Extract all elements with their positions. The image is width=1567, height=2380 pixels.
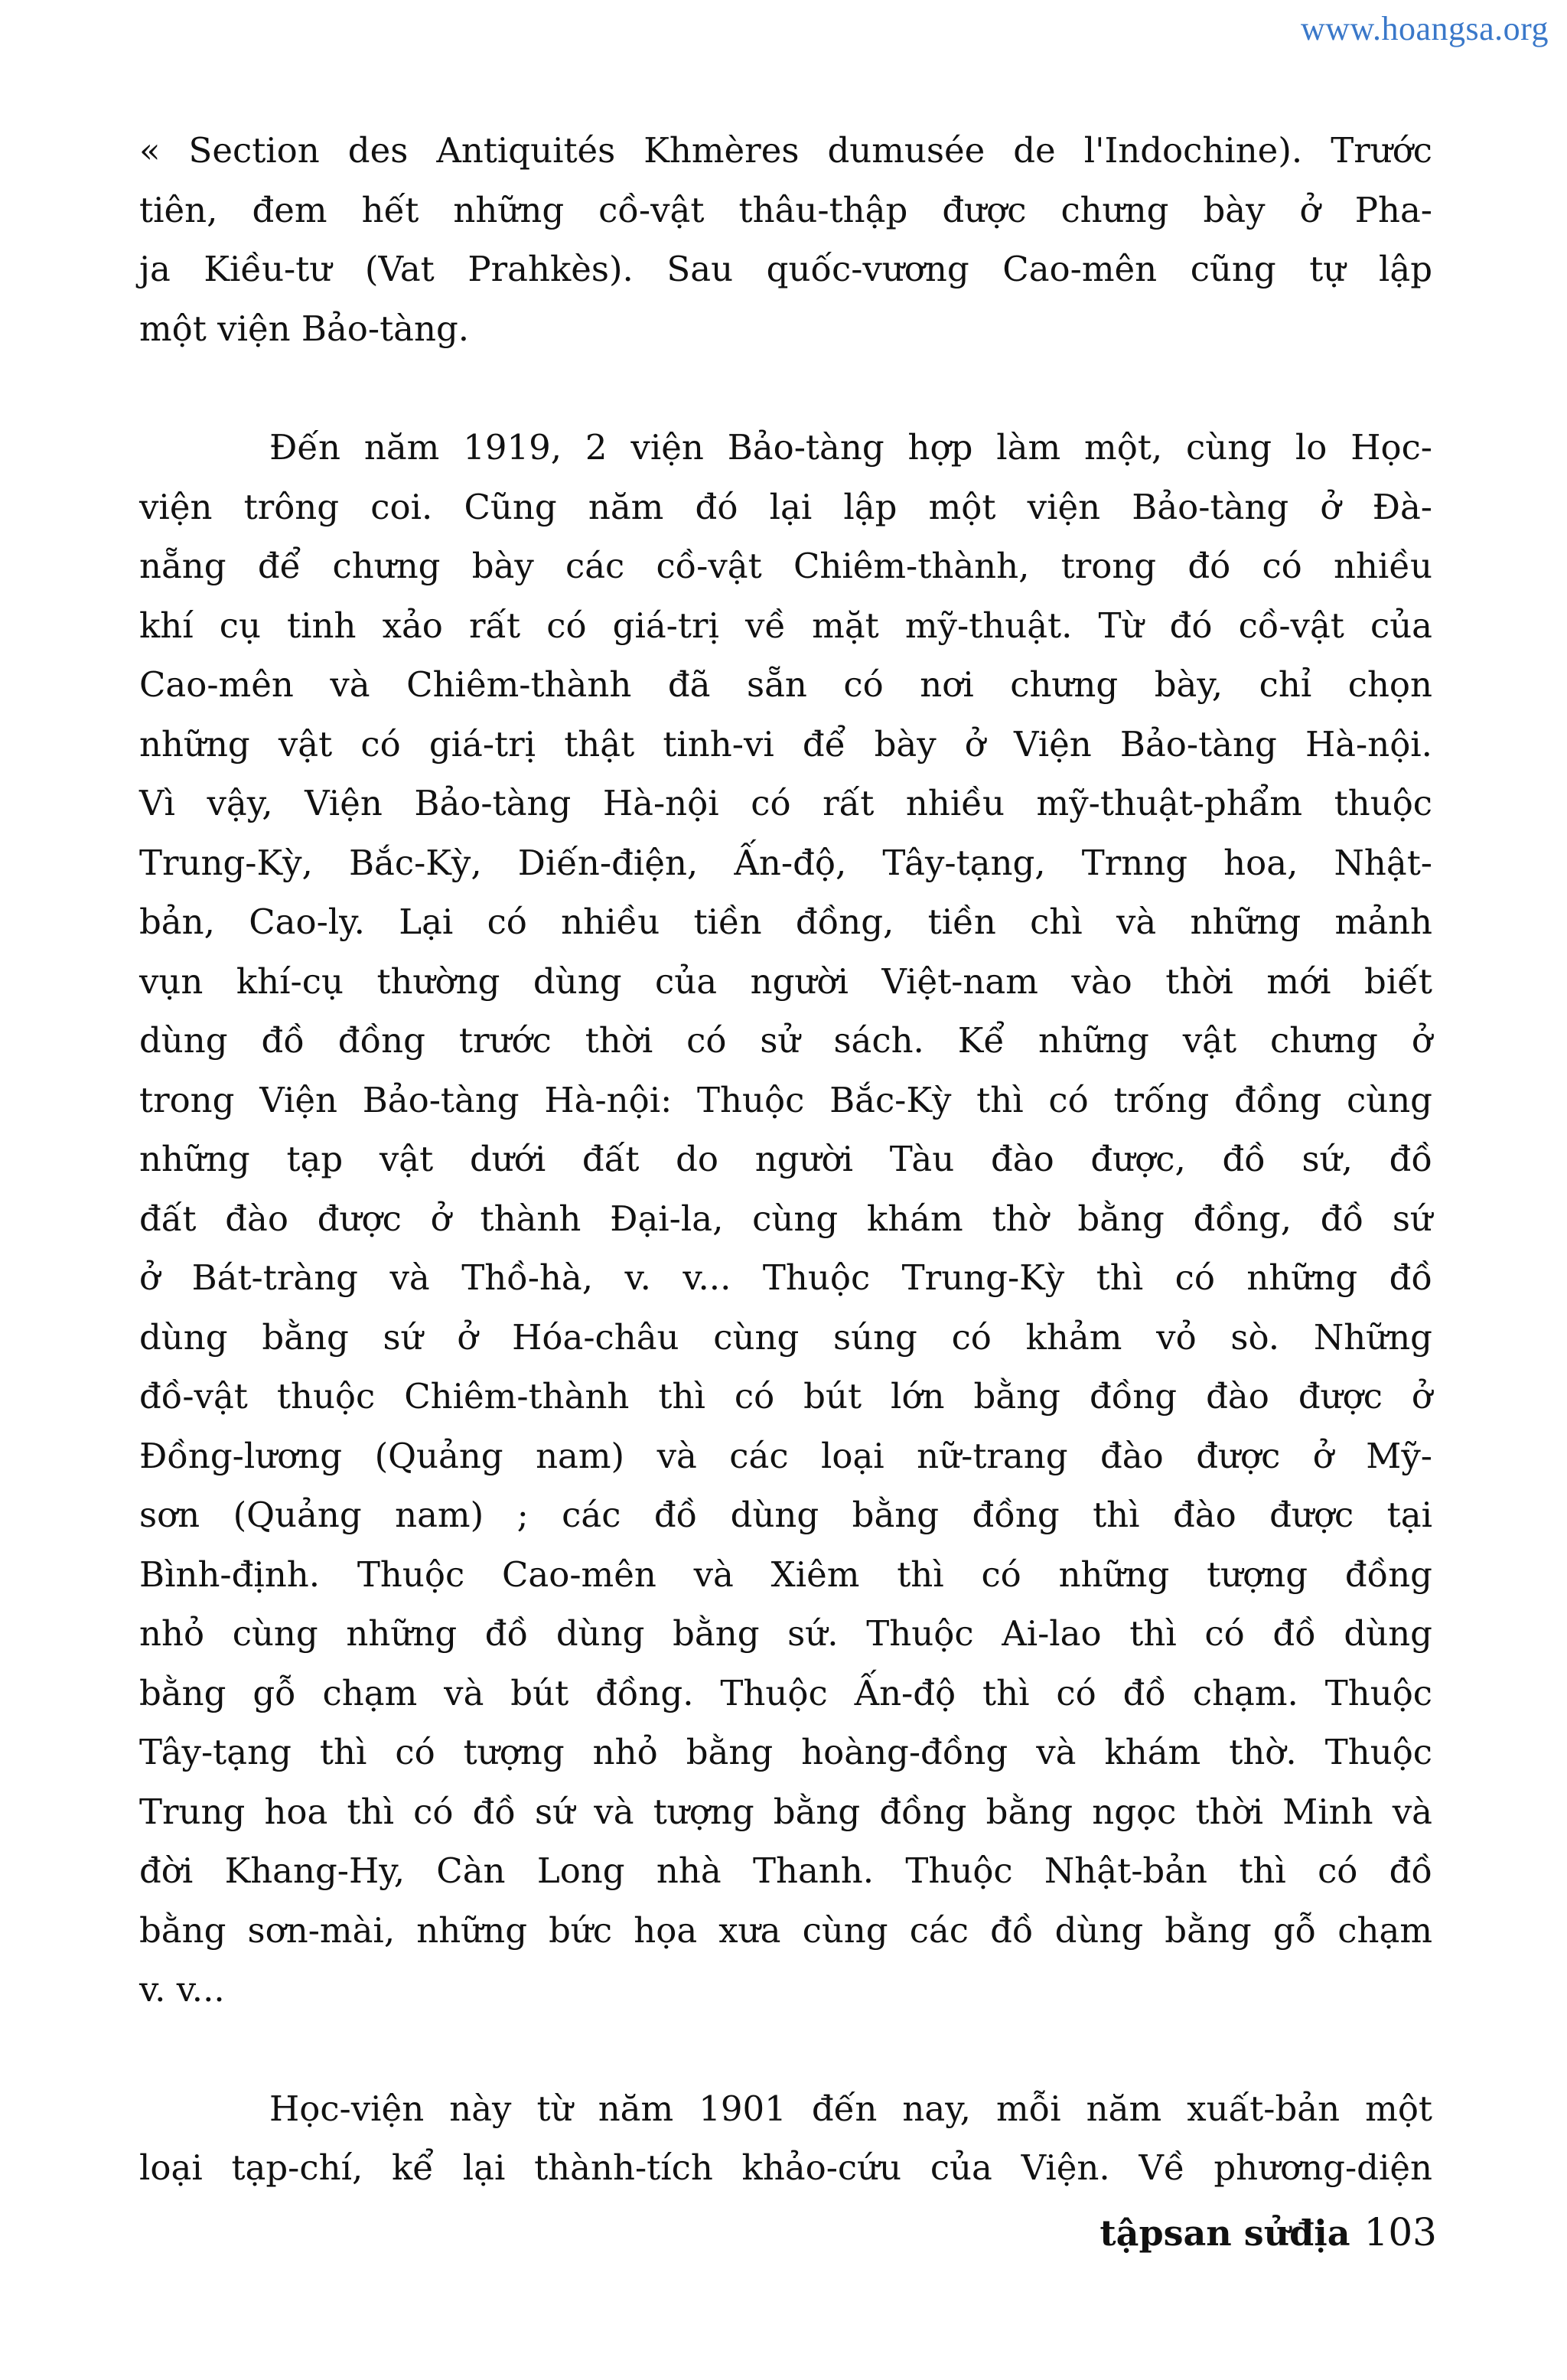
text-line: dùng bằng sứ ở Hóa-châu cùng súng có khảm vỏ sò. Những (139, 1316, 1432, 1358)
text-line: ja Kiều-tư (Vat Prahkès). Sau quốc-vương Cao-mên cũng tự lập (139, 249, 1432, 289)
text-line: bản, Cao-ly. Lại có nhiều tiền đồng, tiền chì và những mảnh (139, 901, 1432, 942)
text-line: vụn khí-cụ thường dùng của người Việt-nam vào thời mới biết (139, 960, 1432, 1002)
text-line: viện trông coi. Cũng năm đó lại lập một viện Bảo-tàng ở Đà- (139, 486, 1432, 527)
paragraph-2 (139, 418, 1432, 2020)
text-line: đồ-vật thuộc Chiêm-thành thì có bút lớn bằng đồng đào được ở (139, 1376, 1432, 1417)
text-line: đất đào được ở thành Đại-la, cùng khám thờ bằng đồng, đồ sứ (139, 1198, 1432, 1239)
text-line: một viện Bảo-tàng. (139, 308, 470, 349)
text-line: Cao-mên và Chiêm-thành đã sẵn có nơi chưng bày, chỉ chọn (139, 664, 1432, 705)
text-line: bằng gỗ chạm và bút đồng. Thuộc Ấn-độ thì có đồ chạm. Thuộc (139, 1672, 1432, 1713)
watermark-url: www.hoangsa.org (1300, 10, 1549, 47)
text-line: nhỏ cùng những đồ dùng bằng sứ. Thuộc Ai-lao thì có đồ dùng (139, 1613, 1432, 1654)
text-line: Trung-Kỳ, Bắc-Kỳ, Diến-điện, Ấn-độ, Tây-tạng, Trnng hoa, Nhật- (139, 842, 1432, 883)
page-number: 103 (1363, 2210, 1437, 2254)
text-line: những vật có giá-trị thật tinh-vi để bày ở Viện Bảo-tàng Hà-nội. (139, 723, 1432, 765)
text-line: Vì vậy, Viện Bảo-tàng Hà-nội có rất nhiều mỹ-thuật-phẩm thuộc (139, 783, 1432, 823)
text-line: Trung hoa thì có đồ sứ và tượng bằng đồng bằng ngọc thời Minh và (139, 1791, 1432, 1832)
text-line: nẵng để chưng bày các cồ-vật Chiêm-thành, trong đó có nhiều (139, 546, 1432, 586)
text-line: Đồng-lương (Quảng nam) và các loại nữ-trang đào được ở Mỹ- (139, 1435, 1432, 1476)
journal-title: tậpsan sửđịa (1100, 2212, 1350, 2254)
paragraph-3 (139, 2079, 1432, 2198)
text-line: tiên, đem hết những cồ-vật thâu-thập được chưng bày ở Pha- (139, 189, 1432, 230)
text-line: đời Khang-Hy, Càn Long nhà Thanh. Thuộc Nhật-bản thì có đồ (139, 1850, 1432, 1891)
text-line: dùng đồ đồng trước thời có sử sách. Kể những vật chưng ở (139, 1020, 1432, 1061)
text-line: Học-viện này từ năm 1901 đến nay, mỗi năm xuất-bản một (269, 2088, 1432, 2129)
text-line: trong Viện Bảo-tàng Hà-nội: Thuộc Bắc-Kỳ thì có trống đồng cùng (139, 1079, 1432, 1120)
paragraph-1 (139, 121, 1432, 358)
text-line: khí cụ tinh xảo rất có giá-trị về mặt mỹ-thuật. Từ đó cồ-vật của (139, 605, 1432, 646)
page-footer (1100, 2210, 1437, 2254)
text-line: « Section des Antiquités Khmères dumusée de l'Indochine). Trước (139, 130, 1432, 171)
text-line: Đến năm 1919, 2 viện Bảo-tàng hợp làm một, cùng lo Học- (269, 427, 1432, 468)
text-line: Tây-tạng thì có tượng nhỏ bằng hoàng-đồng và khám thờ. Thuộc (139, 1732, 1432, 1772)
text-line: loại tạp-chí, kể lại thành-tích khảo-cứu của Viện. Về phương-diện (139, 2147, 1432, 2188)
text-line: sơn (Quảng nam) ; các đồ dùng bằng đồng thì đào được tại (139, 1495, 1432, 1535)
text-line: ở Bát-tràng và Thồ-hà, v. v... Thuộc Trung-Kỳ thì có những đồ (139, 1257, 1432, 1298)
text-line: bằng sơn-mài, những bức họa xưa cùng các đồ dùng bằng gỗ chạm (139, 1909, 1432, 1951)
text-line: những tạp vật dưới đất do người Tàu đào được, đồ sứ, đồ (139, 1139, 1432, 1179)
text-line: v. v... (139, 1969, 225, 2010)
text-line: Bình-định. Thuộc Cao-mên và Xiêm thì có những tượng đồng (139, 1554, 1432, 1595)
page-body (139, 121, 1432, 2198)
